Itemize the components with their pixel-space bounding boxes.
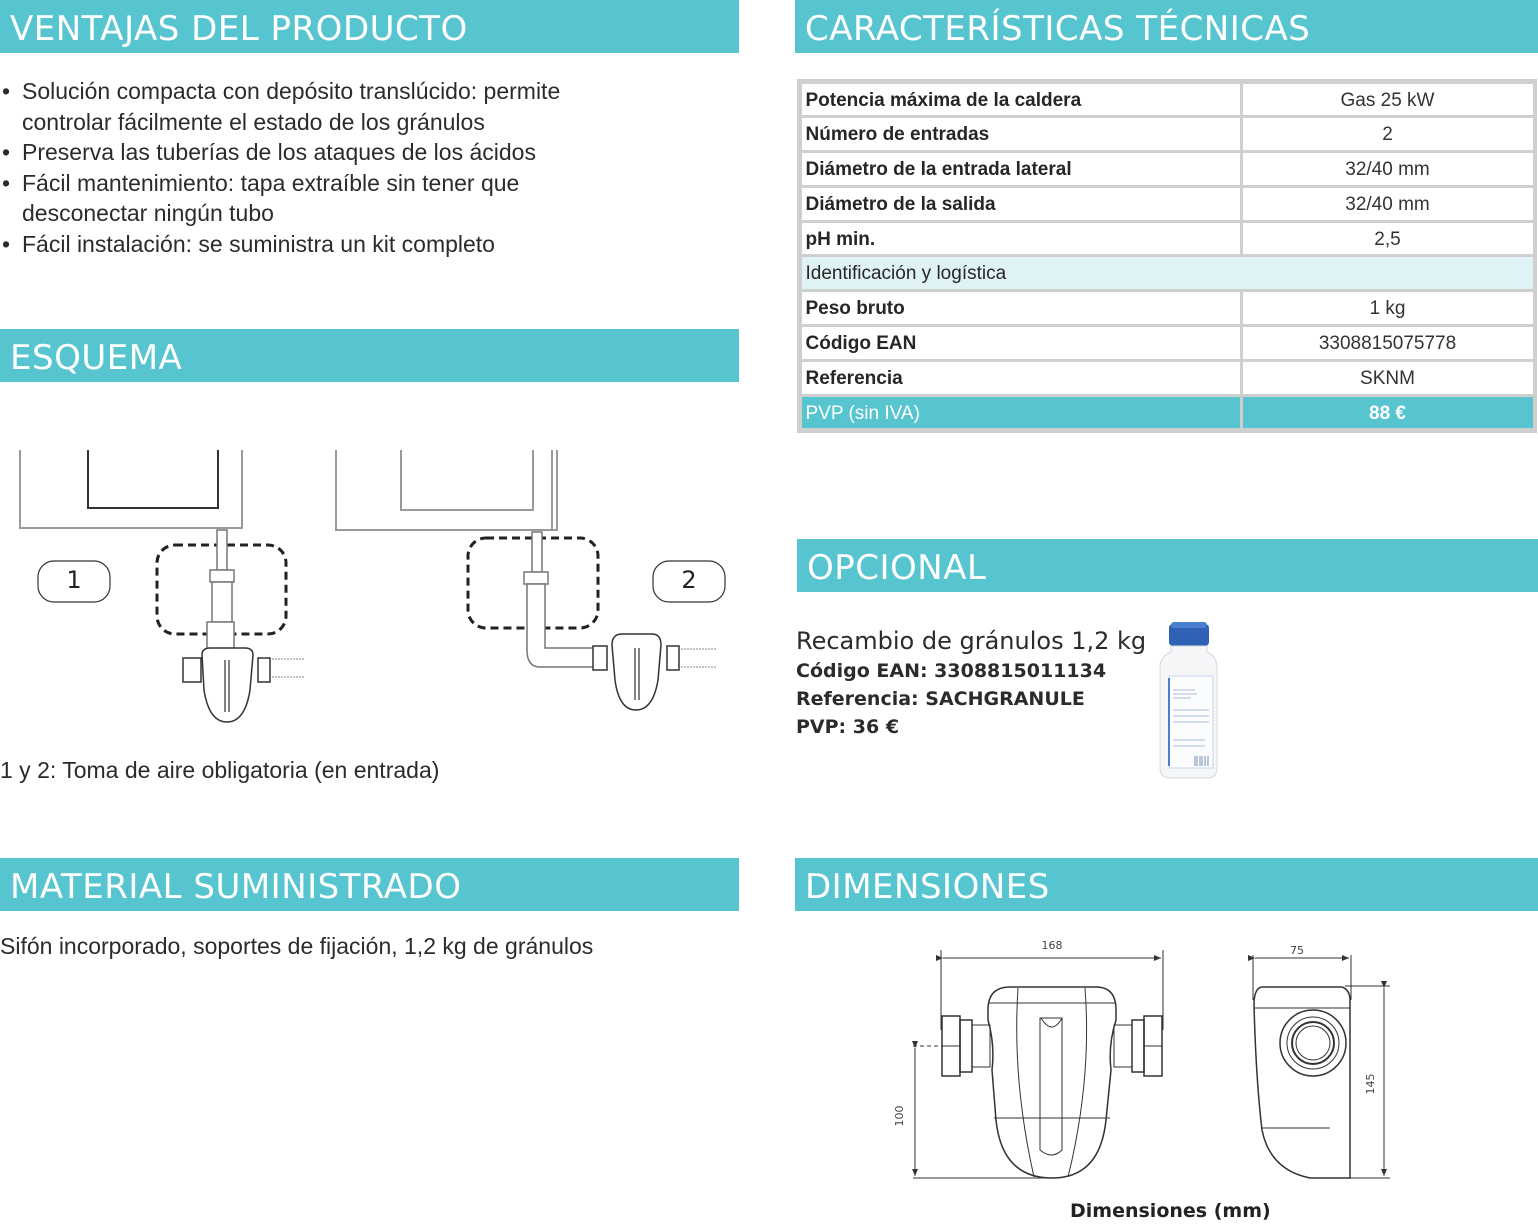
section-header-ventajas: VENTAJAS DEL PRODUCTO [0,0,739,53]
table-row: Potencia máxima de la caldera Gas 25 kW [800,82,1534,117]
table-row: pH min. 2,5 [800,221,1534,256]
side-width-label: 75 [1290,944,1304,957]
section-header-opcional: OPCIONAL [797,539,1538,592]
section-header-esquema: ESQUEMA [0,329,739,382]
optional-product-name: Recambio de gránulos 1,2 kg [796,627,1147,655]
granules-bottle-image [1155,620,1225,782]
table-row: Diámetro de la salida 32/40 mm [800,186,1534,221]
material-text: Sifón incorporado, soportes de fijación, 1,2 kg de gránulos [0,933,594,959]
advantages-list [2,76,732,259]
advantage-item: • Fácil mantenimiento: tapa extraíble sin tener que desconectar ningún tubo [2,169,520,226]
table-row: Número de entradas 2 [800,117,1534,152]
scheme-label-1: 1 [66,566,82,594]
section-header-material: MATERIAL SUMINISTRADO [0,858,739,911]
section-header-dimensiones: DIMENSIONES [795,858,1538,911]
front-height-label: 100 [893,1105,906,1127]
table-row: Código EAN 3308815075778 [800,326,1534,361]
installation-schematic [0,440,740,740]
optional-product-price: PVP: 36 € [796,716,900,738]
table-row: Referencia SKNM [800,360,1534,395]
optional-product-ref: Referencia: SACHGRANULE [796,688,1085,710]
section-header-caracteristicas: CARACTERÍSTICAS TÉCNICAS [795,0,1538,53]
side-height-label: 145 [1364,1073,1377,1095]
technical-specs-table [797,79,1537,433]
front-width-label: 168 [1041,939,1063,952]
schematic-caption: 1 y 2: Toma de aire obligatoria (en entrada) [0,757,440,783]
table-subheader: Identificación y logística [800,256,1534,291]
dimension-drawing [880,930,1420,1190]
table-row: Peso bruto 1 kg [800,291,1534,326]
optional-product-ean: Código EAN: 3308815011134 [796,660,1107,682]
table-row: Diámetro de la entrada lateral 32/40 mm [800,152,1534,187]
dimensions-caption: Dimensiones (mm) [1070,1200,1271,1222]
advantage-item: • Preserva las tuberías de los ataques de los ácidos [2,139,536,165]
advantage-item: • Solución compacta con depósito translúcido: permite controlar fácilmente el estado de los gránulos [2,78,561,135]
optional-product [796,625,1146,741]
scheme-label-2: 2 [681,566,697,594]
advantage-item: • Fácil instalación: se suministra un kit completo [2,230,495,257]
price-row: PVP (sin IVA) 88 € [800,395,1534,430]
